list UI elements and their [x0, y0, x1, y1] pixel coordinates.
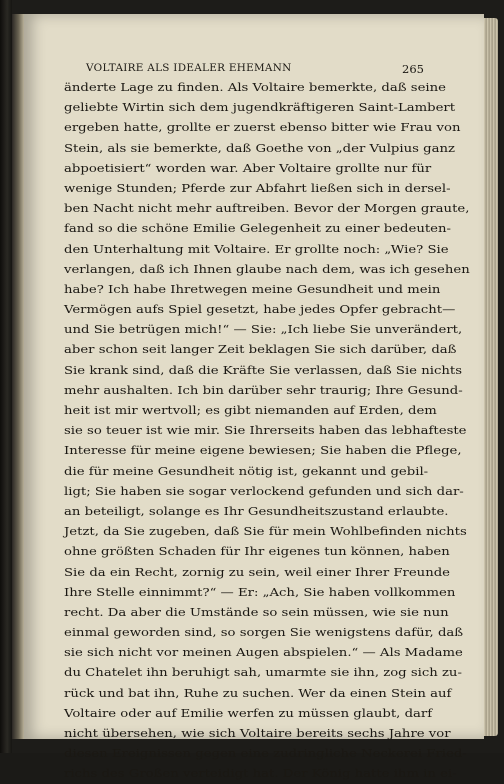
text-line: nicht übersehen, wie sich Voltaire bereits sechs Jahre vor	[64, 726, 451, 740]
text-line: ohne größten Schaden für Ihr eigenes tun können, haben	[64, 544, 450, 559]
text-line: diesen Ereignissen gegen eine zudringliche Neckerei Fried-	[64, 746, 467, 761]
text-line: sie sich nicht vor meinen Augen abspielen.“ — Als Madame	[64, 645, 463, 660]
text-line: änderte Lage zu finden. Als Voltaire bemerkte, daß seine	[64, 80, 446, 94]
text-line: mehr aushalten. Ich bin darüber sehr traurig; Ihre Gesund-	[64, 382, 463, 397]
text-line: Interesse für meine eigene bewiesen; Sie haben die Pflege,	[64, 443, 462, 458]
running-head: VOLTAIRE ALS IDEALER EHEMANN	[86, 62, 292, 74]
text-line: heit ist mir wertvoll; es gibt niemanden auf Erden, dem	[64, 403, 437, 417]
book-binding	[0, 0, 12, 753]
text-line: Stein, als sie bemerkte, daß Goethe von „der Vulpius ganz	[64, 140, 455, 155]
page-header	[86, 62, 424, 78]
text-line: aber schon seit langer Zeit beklagen Sie sich darüber, daß	[64, 342, 457, 357]
text-line: wenige Stunden; Pferde zur Abfahrt ließen sich in dersel-	[64, 180, 451, 195]
text-line: abpoetisiert“ worden war. Aber Voltaire grollte nur für	[64, 160, 432, 175]
text-line: richs des Großen verteidigt hat. Der König hatte ihm in ei-	[64, 766, 457, 781]
text-line: ligt; Sie haben sie sogar verlockend gefunden und sich dar-	[64, 483, 464, 498]
text-line: Vermögen aufs Spiel gesetzt, habe jedes Opfer gebracht—	[64, 302, 456, 317]
text-line: Ihre Stelle einnimmt?“ — Er: „Ach, Sie haben vollkommen	[64, 584, 456, 599]
text-line: die für meine Gesundheit nötig ist, gekannt und gebil-	[64, 463, 429, 478]
text-line: sie so teuer ist wie mir. Sie Ihrerseits haben das lebhafteste	[64, 423, 467, 438]
text-line: ergeben hatte, grollte er zuerst ebenso bitter wie Frau von	[64, 120, 461, 135]
text-line: verlangen, daß ich Ihnen glaube nach dem, was ich gesehen	[64, 261, 470, 276]
page-number: 265	[402, 62, 424, 76]
text-line: du Chatelet ihn beruhigt sah, umarmte sie ihn, zog sich zu-	[64, 665, 462, 680]
page-gutter	[12, 14, 24, 739]
text-line: recht. Da aber die Umstände so sein müssen, wie sie nun	[64, 604, 449, 619]
text-line: Sie da ein Recht, zornig zu sein, weil einer Ihrer Freunde	[64, 564, 451, 579]
text-line: Voltaire oder auf Emilie werfen zu müssen glaubt, darf	[64, 705, 433, 720]
text-line: geliebte Wirtin sich dem jugendkräftigeren Saint-Lambert	[64, 100, 456, 115]
text-line: einmal geworden sind, so sorgen Sie wenigstens dafür, daß	[64, 625, 464, 640]
text-line: habe? Ich habe Ihretwegen meine Gesundheit und mein	[64, 281, 441, 296]
text-line: Jetzt, da Sie zugeben, daß Sie für mein Wohlbefinden nichts	[64, 524, 467, 539]
text-line: rück und bat ihn, Ruhe zu suchen. Wer da einen Stein auf	[64, 685, 452, 700]
page-edges	[484, 18, 498, 736]
text-line: und Sie betrügen mich!“ — Sie: „Ich liebe Sie unverändert,	[64, 322, 463, 337]
text-line: an beteiligt, solange es Ihr Gesundheitszustand erlaubte.	[64, 503, 449, 518]
text-line: ben Nacht nicht mehr auftreiben. Bevor der Morgen graute,	[64, 201, 470, 216]
text-line: den Unterhaltung mit Voltaire. Er grollte noch: „Wie? Sie	[64, 241, 449, 256]
text-line: fand so die schöne Emilie Gelegenheit zu einer bedeuten-	[64, 221, 451, 236]
text-line: Sie krank sind, daß die Kräfte Sie verlassen, daß Sie nichts	[64, 362, 462, 377]
body-text	[64, 77, 470, 784]
